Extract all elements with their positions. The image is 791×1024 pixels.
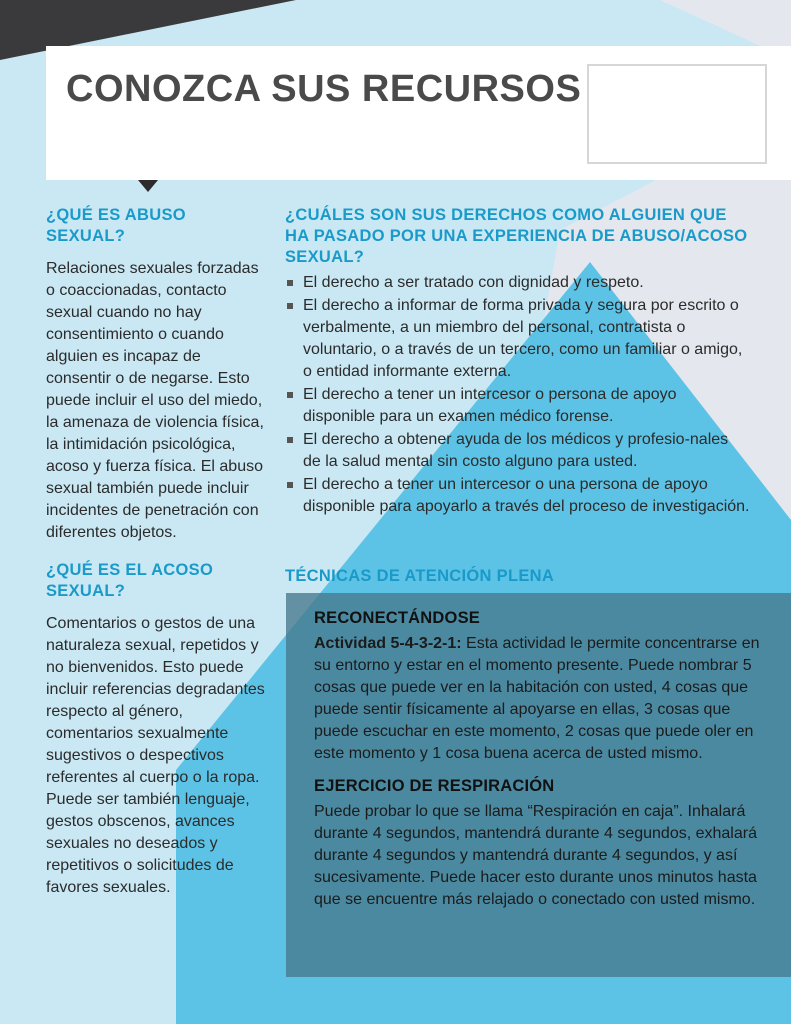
background-left-accent [0, 0, 46, 46]
abuse-body: Relaciones sexuales forzadas o coaccionadas, contacto sexual cuando no hay consentimiento o cuando alguien es incapaz de consentir o de negarse. Esto puede incluir el uso del miedo, la amenaza de violencia física, la intimidación psicológica, acoso y fuerza física. El abuso sexual también puede incluir incidentes de penetración con diferentes objetos. [46, 260, 264, 541]
reconnect-heading: RECONECTÁNDOSE [314, 609, 480, 627]
rights-list [285, 272, 750, 518]
rights-item: El derecho a obtener ayuda de los médicos y profesio-nales de la salud mental sin costo alguno para usted. [285, 429, 750, 473]
harassment-heading: ¿QUÉ ES EL ACOSO SEXUAL? [46, 561, 214, 600]
logo-placeholder [587, 64, 767, 164]
page-title: CONOZCA SUS RECURSOS [66, 68, 582, 110]
activity-label: Actividad 5-4-3-2-1: [314, 635, 462, 652]
mindfulness-content [314, 609, 766, 911]
mindfulness-heading: TÉCNICAS DE ATENCIÓN PLENA [285, 567, 555, 585]
rights-heading: ¿CUÁLES SON SUS DERECHOS COMO ALGUIEN QUE HA PASADO POR UNA EXPERIENCIA DE ABUSO/ACOSO SEXUAL? [285, 206, 748, 266]
rights-item: El derecho a tener un intercesor o persona de apoyo disponible para un examen médico forense. [285, 384, 750, 428]
breathing-text: Puede probar lo que se llama “Respiración en caja”. Inhalará durante 4 segundos, mantendrá durante 4 segundos, exhalará durante 4 segundos y mantendrá durante 4 segundos, y así sucesivamente. Puede hacer esto durante unos minutos hasta que se encuentre más relajado o conectado con usted mismo. [314, 803, 757, 908]
header-notch [138, 180, 158, 192]
rights-item: El derecho a tener un intercesor o una persona de apoyo disponible para apoyarlo a través del proceso de investigación. [285, 474, 750, 518]
activity-text: Esta actividad le permite concentrarse en su entorno y estar en el momento presente. Puede nombrar 5 cosas que puede ver en la habitación con usted, 4 cosas que puede sentir físicamente al apoyarse en ellas, 3 cosas que puede escuchar en este momento, 2 cosas que puede oler en este momento y 1 cosa buena acerca de usted mismo. [314, 635, 760, 762]
rights-item: El derecho a informar de forma privada y segura por escrito o verbalmente, a un miembro del personal, contratista o voluntario, o a través de un tercero, como un familiar o amigo, o entidad informante externa. [285, 295, 750, 383]
harassment-body: Comentarios o gestos de una naturaleza sexual, repetidos y no bienvenidos. Esto puede incluir referencias degradantes respecto al género, comentarios sexualmente sugestivos o despectivos referentes al cuerpo o la ropa. Puede ser también lenguaje, gestos obscenos, avances sexuales no deseados y repetitivos o solicitudes de favores sexuales. [46, 615, 265, 896]
activity-paragraph [314, 633, 766, 765]
abuse-heading: ¿QUÉ ES ABUSO SEXUAL? [46, 206, 186, 245]
rights-section [285, 205, 750, 519]
breathing-heading: EJERCICIO DE RESPIRACIÓN [314, 777, 555, 795]
rights-item: El derecho a ser tratado con dignidad y respeto. [285, 272, 750, 294]
left-column [46, 205, 268, 899]
header-banner [46, 46, 791, 180]
mindfulness-heading-wrap [285, 566, 750, 587]
mindfulness-panel [286, 593, 791, 977]
